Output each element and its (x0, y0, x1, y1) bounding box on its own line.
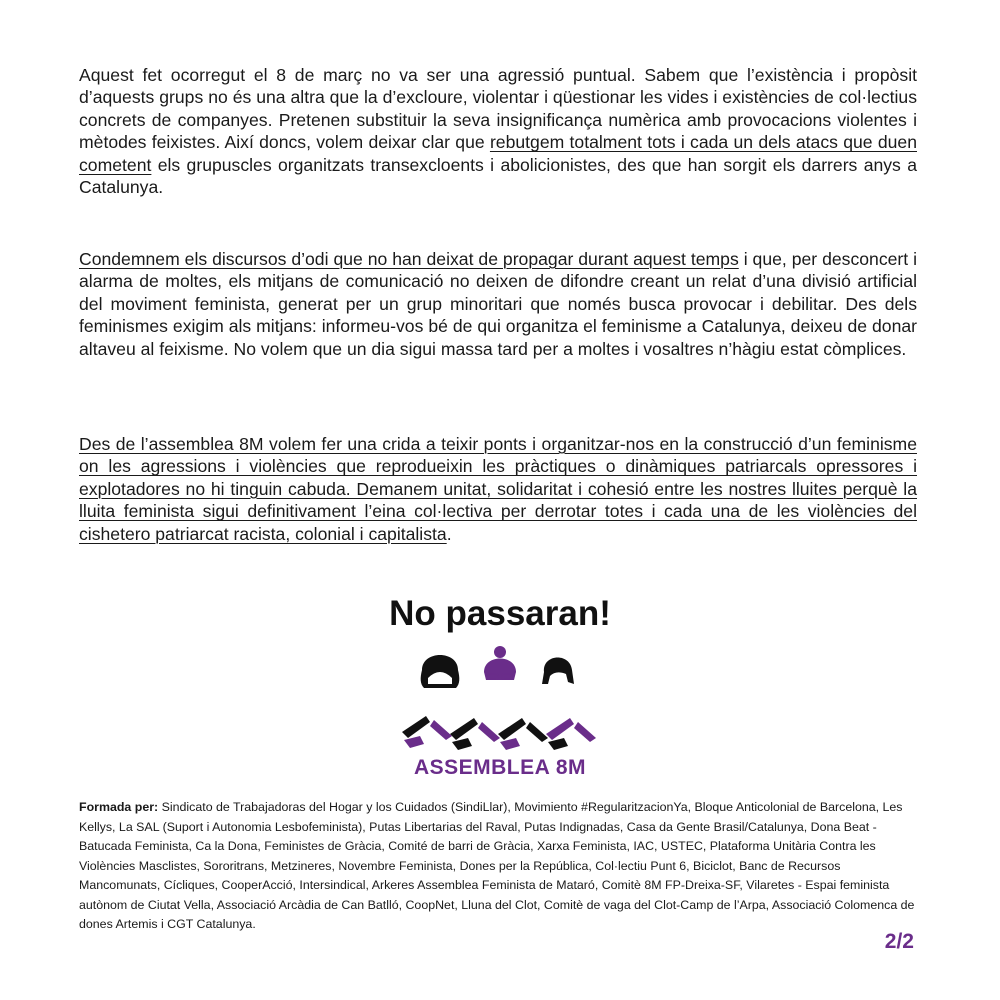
paragraph-1-underlined: rebutgem totalment tots i cada un dels atacs que duen cometent (79, 132, 917, 175)
paragraph-1 (79, 64, 917, 198)
members-label: Formada per: (79, 800, 159, 814)
paragraph-2-underlined: Condemnem els discursos d’odi que no han deixat de propagar durant aquest temps (79, 249, 739, 269)
members-list (79, 798, 919, 935)
raised-arm-icon (402, 716, 596, 750)
head-icon (542, 657, 574, 684)
paragraph-1-text-a: Aquest fet ocorregut el 8 de març no va ser una agressió puntual. Sabem que l’existència i propòsit d’aquests grups no és una altra que la d’excloure, violentar i qüestionar les vides i existències de col·lectius concrets de companyes. Pretenen substituir la seva insignificança numèrica amb provocacions violentes i mètodes feixistes. Així doncs, volem deixar clar que (79, 65, 917, 153)
head-with-glasses-icon (484, 646, 516, 680)
paragraph-3-text: . (446, 523, 452, 544)
paragraph-2-text: i que, per desconcert i alarma de moltes, els mitjans de comunicació no deixen de difondre creant un relat d’una divisió artificial del moviment feminista, generat per un grup minoritari que només busca provocar i debilitar. Des dels feminismes exigim als mitjans: informeu-vos bé de qui organitza el feminisme a Catalunya, deixeu de donar altaveu al feixisme. No volem que un dia sigui massa tard per a moltes i vosaltres n’hàgiu estat còmplices. (79, 249, 917, 359)
paragraph-1-text-b: els grupuscles organitzats transexcloents i abolicionistes, des que han sorgit els darrers anys a Catalunya. (79, 154, 917, 198)
members-text: Sindicato de Trabajadoras del Hogar y los Cuidados (SindiLlar), Movimiento #RegularitzacionYa, Bloque Anticolonial de Barcelona, Les Kellys, La SAL (Suport i Autonomia Lesbofeminista), Putas Libertarias del Raval, Putas Indignadas, Casa da Gente Brasil/Catalunya, Dona Beat - Batucada Feminista, Ca la Dona, Feministes de Gràcia, Comité de barri de Gràcia, Xarxa Feminista, IAC, USTEC, Plataforma Unitària Contra les Violències Masclistes, Sororitrans, Metzineres, Novembre Feminista, Dones per la República, Col·lectiu Punt 6, Biciclot, Banc de Recursos Mancomunats, Cícliques, CooperAcció, Intersindical, Arkeres Assemblea Feminista de Mataró, Comitè 8M FP-Dreixa-SF, Vilaretes - Espai feminista autònom de Ciutat Vella, Associació Arcàdia de Can Batlló, CoopNet, Lluna del Clot, Comitè de vaga del Clot-Camp de l’Arpa, Associació Colomenca de dones Artemis i CGT Catalunya. (79, 800, 915, 931)
paragraph-2 (79, 248, 917, 360)
paragraph-3 (79, 433, 917, 545)
paragraph-3-underlined: Des de l’assemblea 8M volem fer una crida a teixir ponts i organitzar-nos en la construcció d’un feminisme on les agressions i violències que reprodueixin les pràctiques o dinàmiques patriarcals opressores i explotadores no hi tinguin cabuda. Demanem unitat, solidaritat i cohesió entre les nostres lluites perquè la lluita feminista sigui definitivament l’eina col·lectiva per derrotar totes i cada una de les violències del cishetero patriarcat racista, colonial i capitalista (79, 434, 917, 544)
page-number: 2/2 (884, 930, 914, 953)
assembly-name: ASSEMBLEA 8M (413, 756, 587, 779)
slogan-heading: No passaran! (389, 594, 611, 633)
head-icon (421, 655, 460, 688)
